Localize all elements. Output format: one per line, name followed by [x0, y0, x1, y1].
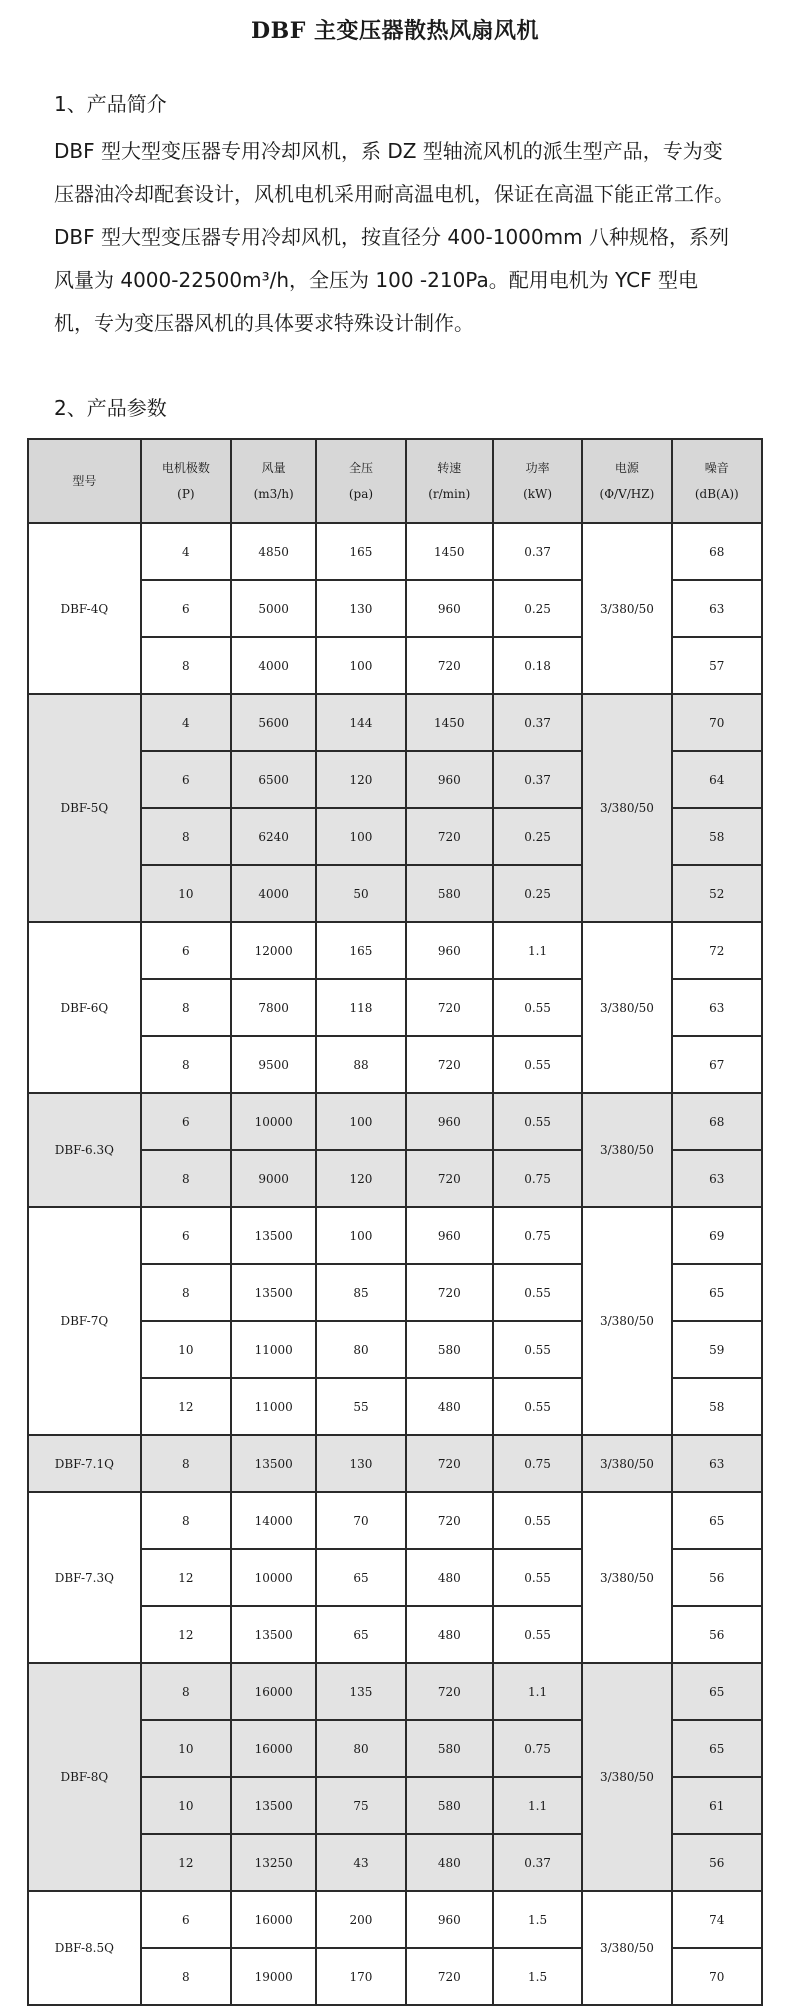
speed-cell: 720 — [406, 1948, 493, 2005]
power-cell: 0.18 — [493, 637, 582, 694]
header-airflow: 风量 (m3/h) — [231, 439, 316, 523]
airflow-cell: 4000 — [231, 865, 316, 922]
speed-cell: 960 — [406, 1891, 493, 1948]
poles-cell: 6 — [141, 1207, 231, 1264]
noise-cell: 65 — [672, 1492, 762, 1549]
airflow-cell: 9000 — [231, 1150, 316, 1207]
table-row — [28, 1663, 762, 1720]
power-cell: 0.75 — [493, 1435, 582, 1492]
section-heading-intro: 1、产品简介 — [54, 92, 167, 116]
speed-cell: 720 — [406, 637, 493, 694]
speed-cell: 580 — [406, 1321, 493, 1378]
airflow-cell: 9500 — [231, 1036, 316, 1093]
model-cell: DBF-5Q — [28, 694, 141, 922]
airflow-cell: 13500 — [231, 1207, 316, 1264]
pressure-cell: 80 — [316, 1321, 405, 1378]
speed-cell: 480 — [406, 1549, 493, 1606]
speed-cell: 580 — [406, 1720, 493, 1777]
speed-cell: 580 — [406, 865, 493, 922]
power-supply-cell: 3/380/50 — [582, 1492, 671, 1663]
pressure-cell: 43 — [316, 1834, 405, 1891]
speed-cell: 480 — [406, 1606, 493, 1663]
speed-cell: 720 — [406, 808, 493, 865]
pressure-cell: 65 — [316, 1606, 405, 1663]
noise-cell: 65 — [672, 1720, 762, 1777]
table-row — [28, 922, 762, 979]
noise-cell: 56 — [672, 1834, 762, 1891]
power-cell: 0.55 — [493, 1492, 582, 1549]
power-cell: 0.37 — [493, 694, 582, 751]
poles-cell: 6 — [141, 1093, 231, 1150]
power-supply-cell: 3/380/50 — [582, 1435, 671, 1492]
intro-paragraph: DBF 型大型变压器专用冷却风机，系 DZ 型轴流风机的派生型产品，专为变压器油冷却配套设计，风机电机采用耐高温电机，保证在高温下能正常工作。DBF 型大型变压器专用冷却风机，按直径分 400-1000mm 八种规格，系列风量为 4000-22500m³/h，全压为 100 -210Pa。配用电机为 YCF 型电机，专为变压器风机的具体要求特殊设计制作。 — [54, 139, 734, 335]
noise-cell: 56 — [672, 1606, 762, 1663]
airflow-cell: 4000 — [231, 637, 316, 694]
noise-cell: 57 — [672, 637, 762, 694]
airflow-cell: 13500 — [231, 1606, 316, 1663]
power-cell: 1.1 — [493, 922, 582, 979]
table-row — [28, 1891, 762, 1948]
speed-cell: 720 — [406, 1663, 493, 1720]
pressure-cell: 65 — [316, 1549, 405, 1606]
poles-cell: 6 — [141, 922, 231, 979]
pressure-cell: 80 — [316, 1720, 405, 1777]
poles-cell: 10 — [141, 1777, 231, 1834]
airflow-cell: 13250 — [231, 1834, 316, 1891]
airflow-cell: 10000 — [231, 1549, 316, 1606]
power-cell: 0.25 — [493, 580, 582, 637]
poles-cell: 10 — [141, 865, 231, 922]
poles-cell: 6 — [141, 751, 231, 808]
speed-cell: 720 — [406, 1036, 493, 1093]
pressure-cell: 100 — [316, 637, 405, 694]
speed-cell: 960 — [406, 751, 493, 808]
airflow-cell: 10000 — [231, 1093, 316, 1150]
power-supply-cell: 3/380/50 — [582, 1663, 671, 1891]
power-cell: 0.75 — [493, 1150, 582, 1207]
section-heading-params: 2、产品参数 — [54, 396, 167, 420]
table-body — [28, 523, 762, 2005]
header-power: 功率 (kW) — [493, 439, 582, 523]
noise-cell: 63 — [672, 1150, 762, 1207]
power-cell: 1.1 — [493, 1777, 582, 1834]
power-supply-cell: 3/380/50 — [582, 1093, 671, 1207]
poles-cell: 12 — [141, 1549, 231, 1606]
airflow-cell: 7800 — [231, 979, 316, 1036]
airflow-cell: 13500 — [231, 1435, 316, 1492]
power-cell: 0.37 — [493, 751, 582, 808]
noise-cell: 72 — [672, 922, 762, 979]
power-cell: 1.5 — [493, 1891, 582, 1948]
noise-cell: 67 — [672, 1036, 762, 1093]
model-cell: DBF-7.3Q — [28, 1492, 141, 1663]
pressure-cell: 118 — [316, 979, 405, 1036]
header-noise: 噪音 (dB(A)) — [672, 439, 762, 523]
power-supply-cell: 3/380/50 — [582, 922, 671, 1093]
power-cell: 0.37 — [493, 1834, 582, 1891]
noise-cell: 70 — [672, 1948, 762, 2005]
header-pressure: 全压 (pa) — [316, 439, 405, 523]
power-cell: 1.5 — [493, 1948, 582, 2005]
pressure-cell: 100 — [316, 1207, 405, 1264]
header-power-supply: 电源 (Φ/V/HZ) — [582, 439, 671, 523]
airflow-cell: 5000 — [231, 580, 316, 637]
speed-cell: 960 — [406, 922, 493, 979]
power-cell: 0.75 — [493, 1720, 582, 1777]
poles-cell: 4 — [141, 523, 231, 580]
poles-cell: 6 — [141, 580, 231, 637]
pressure-cell: 88 — [316, 1036, 405, 1093]
pressure-cell: 165 — [316, 922, 405, 979]
poles-cell: 8 — [141, 1150, 231, 1207]
poles-cell: 8 — [141, 1435, 231, 1492]
airflow-cell: 16000 — [231, 1891, 316, 1948]
airflow-cell: 11000 — [231, 1321, 316, 1378]
airflow-cell: 19000 — [231, 1948, 316, 2005]
poles-cell: 10 — [141, 1321, 231, 1378]
speed-cell: 960 — [406, 580, 493, 637]
noise-cell: 65 — [672, 1264, 762, 1321]
model-cell: DBF-6.3Q — [28, 1093, 141, 1207]
pressure-cell: 100 — [316, 808, 405, 865]
table-row — [28, 1492, 762, 1549]
power-cell: 0.55 — [493, 979, 582, 1036]
airflow-cell: 16000 — [231, 1663, 316, 1720]
speed-cell: 720 — [406, 1264, 493, 1321]
airflow-cell: 11000 — [231, 1378, 316, 1435]
table-row — [28, 1435, 762, 1492]
noise-cell: 63 — [672, 580, 762, 637]
poles-cell: 12 — [141, 1834, 231, 1891]
speed-cell: 480 — [406, 1378, 493, 1435]
poles-cell: 10 — [141, 1720, 231, 1777]
noise-cell: 74 — [672, 1891, 762, 1948]
table-row — [28, 694, 762, 751]
power-cell: 1.1 — [493, 1663, 582, 1720]
power-cell: 0.55 — [493, 1378, 582, 1435]
poles-cell: 8 — [141, 808, 231, 865]
noise-cell: 58 — [672, 808, 762, 865]
pressure-cell: 135 — [316, 1663, 405, 1720]
header-speed: 转速 (r/min) — [406, 439, 493, 523]
pressure-cell: 170 — [316, 1948, 405, 2005]
power-supply-cell: 3/380/50 — [582, 1207, 671, 1435]
airflow-cell: 6500 — [231, 751, 316, 808]
speed-cell: 960 — [406, 1207, 493, 1264]
speed-cell: 720 — [406, 1492, 493, 1549]
power-cell: 0.25 — [493, 865, 582, 922]
power-cell: 0.25 — [493, 808, 582, 865]
pressure-cell: 130 — [316, 580, 405, 637]
airflow-cell: 14000 — [231, 1492, 316, 1549]
airflow-cell: 13500 — [231, 1777, 316, 1834]
pressure-cell: 70 — [316, 1492, 405, 1549]
poles-cell: 8 — [141, 1492, 231, 1549]
speed-cell: 720 — [406, 1150, 493, 1207]
speed-cell: 480 — [406, 1834, 493, 1891]
model-cell: DBF-7Q — [28, 1207, 141, 1435]
speed-cell: 720 — [406, 1435, 493, 1492]
noise-cell: 70 — [672, 694, 762, 751]
pressure-cell: 120 — [316, 1150, 405, 1207]
pressure-cell: 50 — [316, 865, 405, 922]
model-cell: DBF-8Q — [28, 1663, 141, 1891]
model-cell: DBF-4Q — [28, 523, 141, 694]
poles-cell: 6 — [141, 1891, 231, 1948]
airflow-cell: 16000 — [231, 1720, 316, 1777]
speed-cell: 580 — [406, 1777, 493, 1834]
poles-cell: 8 — [141, 1264, 231, 1321]
poles-cell: 8 — [141, 979, 231, 1036]
header-model: 型号 — [28, 439, 141, 523]
header-poles: 电机极数 (P) — [141, 439, 231, 523]
airflow-cell: 5600 — [231, 694, 316, 751]
model-cell: DBF-6Q — [28, 922, 141, 1093]
pressure-cell: 100 — [316, 1093, 405, 1150]
pressure-cell: 75 — [316, 1777, 405, 1834]
power-supply-cell: 3/380/50 — [582, 523, 671, 694]
airflow-cell: 6240 — [231, 808, 316, 865]
poles-cell: 8 — [141, 637, 231, 694]
power-cell: 0.55 — [493, 1036, 582, 1093]
poles-cell: 8 — [141, 1663, 231, 1720]
pressure-cell: 165 — [316, 523, 405, 580]
poles-cell: 12 — [141, 1606, 231, 1663]
pressure-cell: 120 — [316, 751, 405, 808]
noise-cell: 63 — [672, 1435, 762, 1492]
noise-cell: 68 — [672, 523, 762, 580]
pressure-cell: 144 — [316, 694, 405, 751]
speed-cell: 960 — [406, 1093, 493, 1150]
model-cell: DBF-7.1Q — [28, 1435, 141, 1492]
airflow-cell: 13500 — [231, 1264, 316, 1321]
speed-cell: 720 — [406, 979, 493, 1036]
table-header-row — [28, 439, 762, 523]
noise-cell: 59 — [672, 1321, 762, 1378]
noise-cell: 65 — [672, 1663, 762, 1720]
power-cell: 0.75 — [493, 1207, 582, 1264]
document-title: DBF 主变压器散热风扇风机 — [251, 18, 539, 44]
pressure-cell: 130 — [316, 1435, 405, 1492]
speed-cell: 1450 — [406, 694, 493, 751]
power-cell: 0.37 — [493, 523, 582, 580]
poles-cell: 4 — [141, 694, 231, 751]
table-row — [28, 1207, 762, 1264]
power-cell: 0.55 — [493, 1321, 582, 1378]
power-supply-cell: 3/380/50 — [582, 694, 671, 922]
power-cell: 0.55 — [493, 1549, 582, 1606]
noise-cell: 69 — [672, 1207, 762, 1264]
model-cell: DBF-8.5Q — [28, 1891, 141, 2005]
noise-cell: 61 — [672, 1777, 762, 1834]
noise-cell: 58 — [672, 1378, 762, 1435]
noise-cell: 68 — [672, 1093, 762, 1150]
airflow-cell: 12000 — [231, 922, 316, 979]
pressure-cell: 85 — [316, 1264, 405, 1321]
power-cell: 0.55 — [493, 1264, 582, 1321]
noise-cell: 56 — [672, 1549, 762, 1606]
power-supply-cell: 3/380/50 — [582, 1891, 671, 2005]
table-row — [28, 1093, 762, 1150]
parameters-table — [27, 438, 763, 2006]
noise-cell: 63 — [672, 979, 762, 1036]
poles-cell: 8 — [141, 1036, 231, 1093]
pressure-cell: 200 — [316, 1891, 405, 1948]
power-cell: 0.55 — [493, 1093, 582, 1150]
poles-cell: 8 — [141, 1948, 231, 2005]
power-cell: 0.55 — [493, 1606, 582, 1663]
noise-cell: 52 — [672, 865, 762, 922]
pressure-cell: 55 — [316, 1378, 405, 1435]
noise-cell: 64 — [672, 751, 762, 808]
airflow-cell: 4850 — [231, 523, 316, 580]
speed-cell: 1450 — [406, 523, 493, 580]
poles-cell: 12 — [141, 1378, 231, 1435]
table-row — [28, 523, 762, 580]
